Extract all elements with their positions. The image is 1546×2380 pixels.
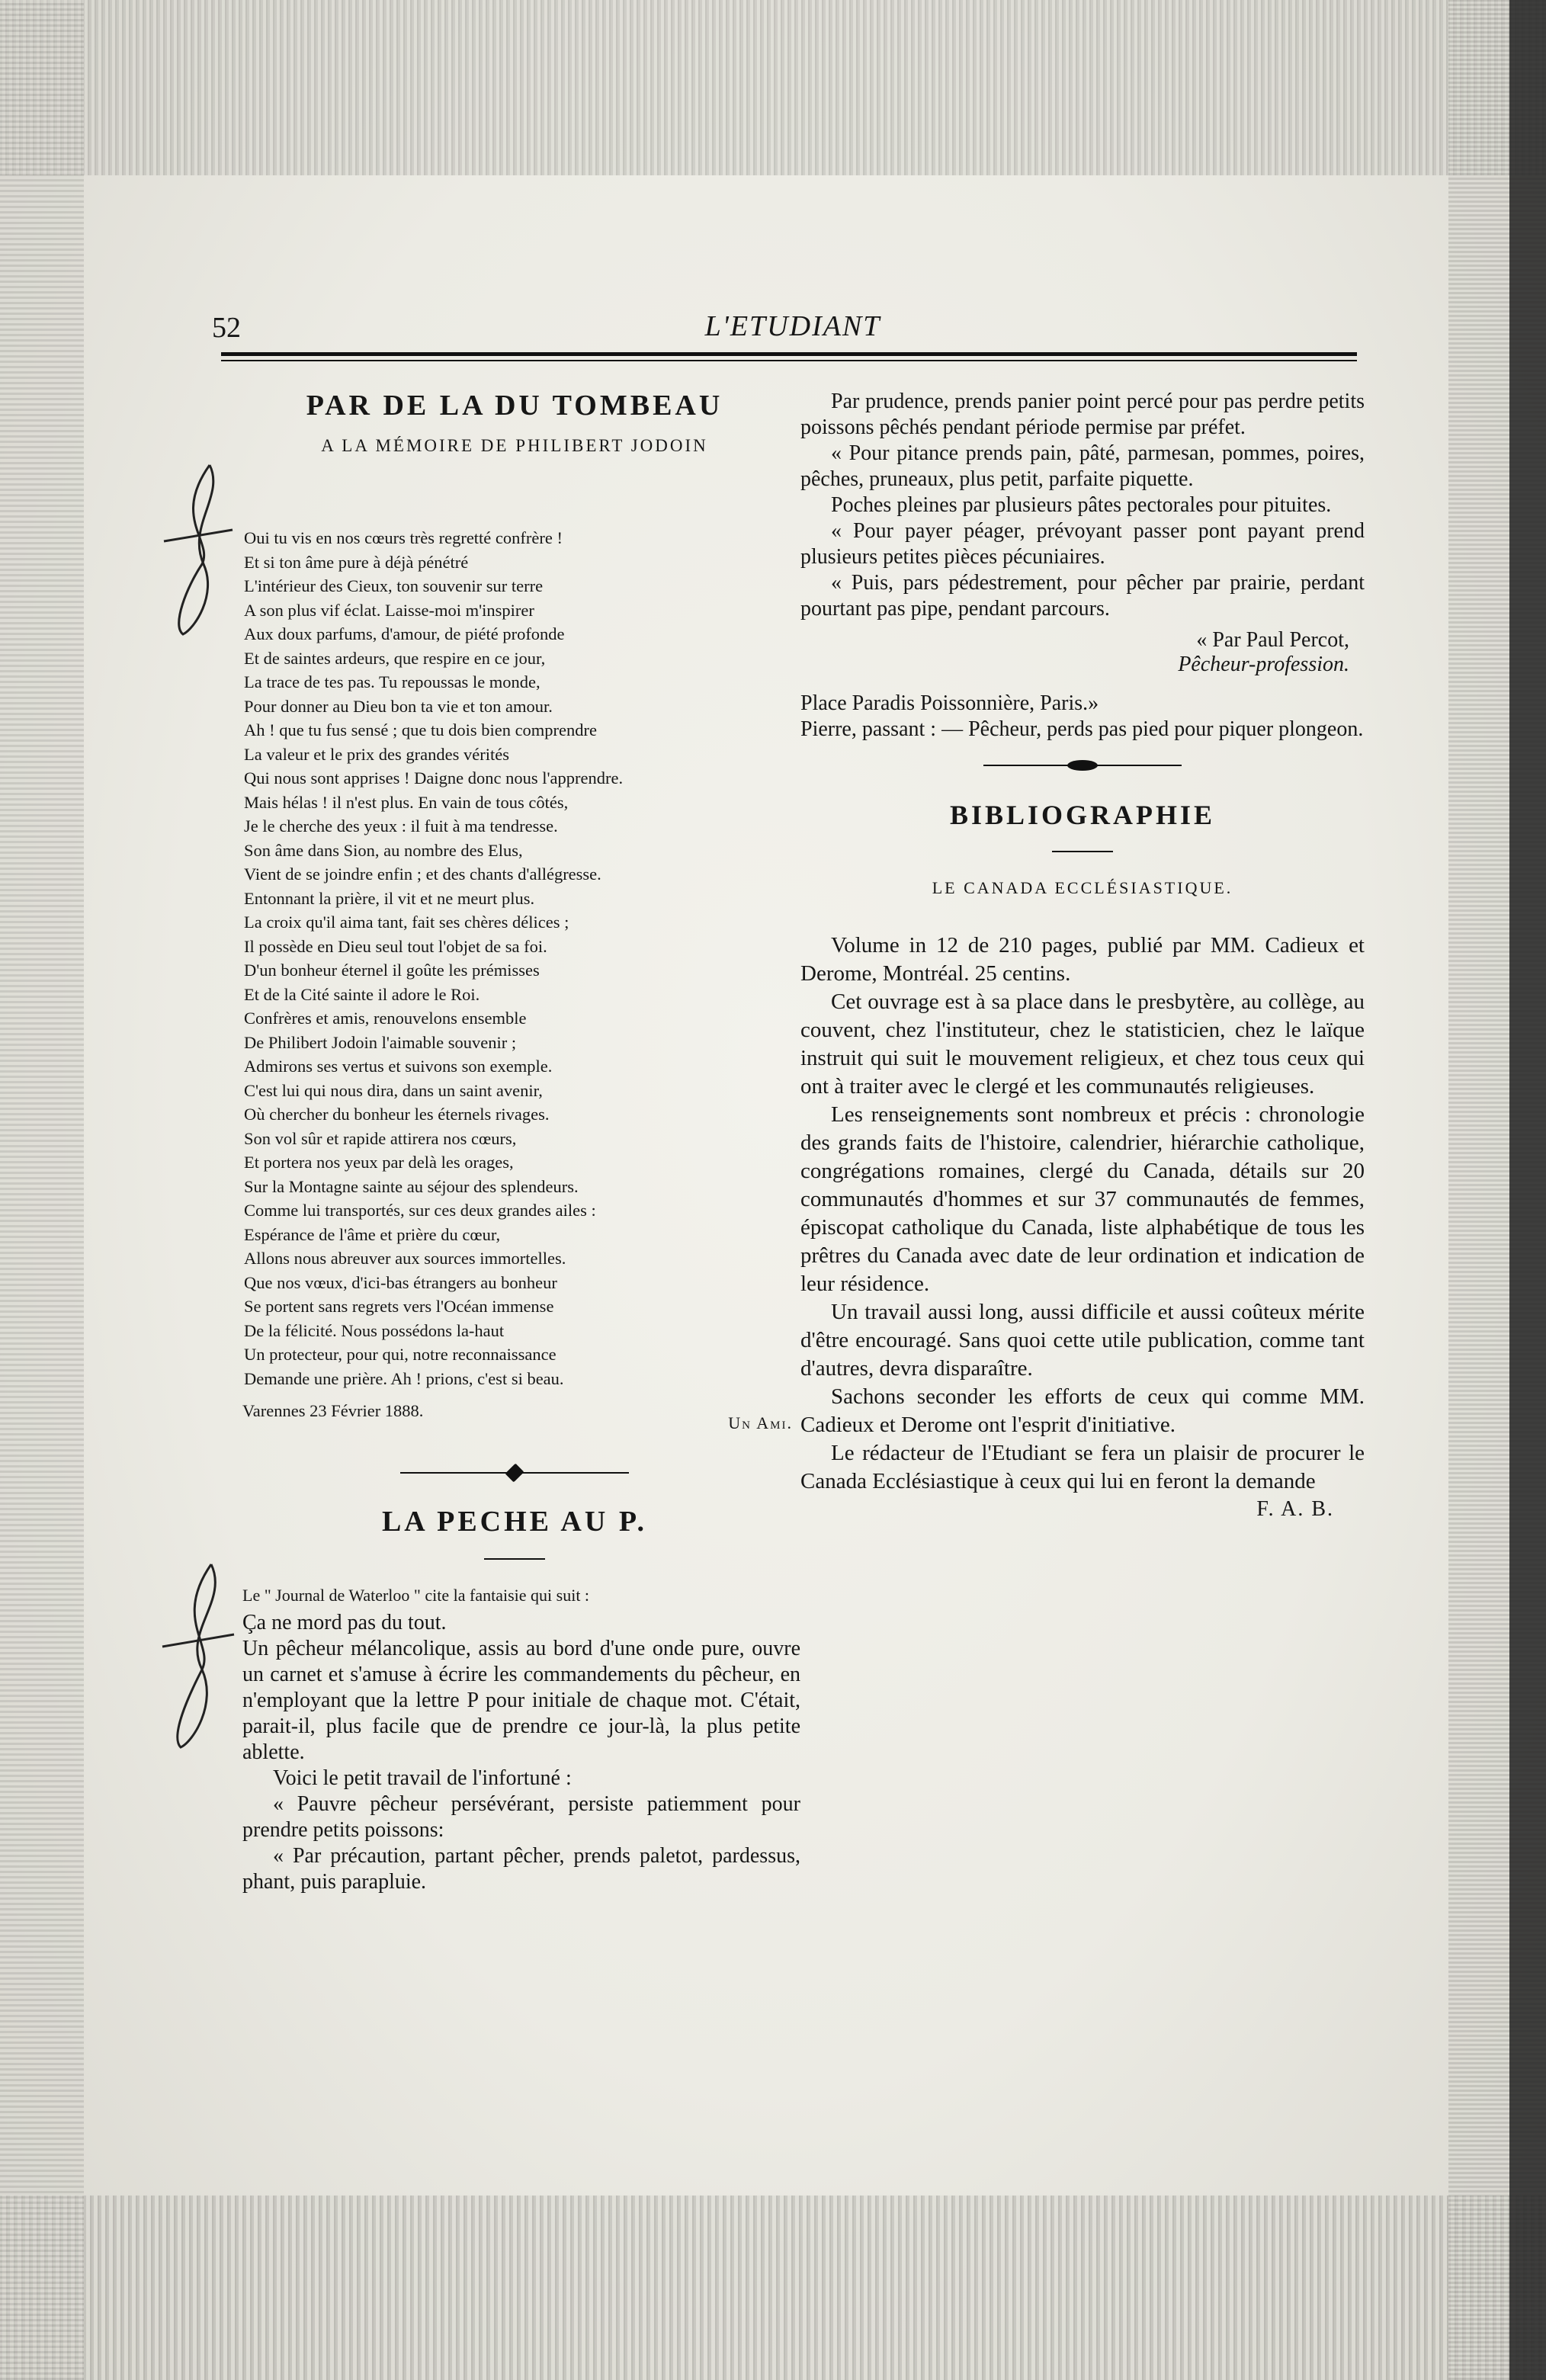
scan-noise-top <box>0 0 1546 175</box>
poem-line: Comme lui transportés, sur ces deux grandes ailes : <box>244 1201 596 1220</box>
scan-binding-edge <box>1509 0 1546 2380</box>
section-ornament-2 <box>983 758 1182 773</box>
bib-paragraph: Cet ouvrage est à sa place dans le presbytère, au collège, au couvent, chez l'instituteur, chez le statisticien, chez le laïque instruit qui suit le mouvement religieux, et chez tous ceux qui ont à traiter avec le clergé et les communautés religieuses. <box>800 990 1365 1099</box>
poem-line: Vient de se joindre enfin ; et des chants d'allégresse. <box>244 864 601 884</box>
poem-line: Que nos vœux, d'ici-bas étrangers au bonheur <box>244 1272 557 1292</box>
poem-line: Il possède en Dieu seul tout l'objet de sa foi. <box>244 936 547 956</box>
poem-line: Qui nous sont apprises ! Daigne donc nous l'apprendre. <box>244 768 624 787</box>
poem-line: L'intérieur des Cieux, ton souvenir sur terre <box>244 576 544 595</box>
poem-line: Et portera nos yeux par delà les orages, <box>244 1153 514 1172</box>
poem-line: De la félicité. Nous possédons la-haut <box>244 1320 505 1340</box>
poem-line: Se portent sans regrets vers l'Océan immense <box>244 1297 554 1316</box>
paragraph: Par prudence, prends panier point percé pour pas perdre petits poissons pêchés pendant période permise par préfet. <box>800 390 1365 439</box>
poem-line: Et de la Cité sainte il adore le Roi. <box>244 984 480 1004</box>
paragraph: Un pêcheur mélancolique, assis au bord d'une onde pure, ouvre un carnet et s'amuse à écrire les commandements du pêcheur, en n'employant que la lettre P pour initiale de chaque mot. C'était, parait-il, plus facile que de prendre ce jour-là, la plus petite ablette. <box>242 1637 800 1764</box>
paragraph: « Pour payer péager, prévoyant passer pont payant prend plusieurs petites pièces pécuniaires. <box>800 519 1365 569</box>
page-number: 52 <box>212 312 241 344</box>
poem-line: Sur la Montagne sainte au séjour des splendeurs. <box>244 1176 579 1196</box>
poem-line: Admirons ses vertus et suivons son exemple. <box>244 1057 553 1076</box>
poem <box>244 526 800 1390</box>
scan-noise-bottom <box>0 2196 1546 2380</box>
paragraph: Voici le petit travail de l'infortuné : <box>273 1766 572 1790</box>
poem-line: Pour donner au Dieu bon ta vie et ton amour. <box>244 696 553 716</box>
header-rule-thin <box>221 360 1357 361</box>
paragraph: Poches pleines par plusieurs pâtes pectorales pour pituites. <box>831 493 1332 517</box>
short-rule-2 <box>1052 851 1113 852</box>
poem-line: A son plus vif éclat. Laisse-moi m'inspirer <box>244 600 534 620</box>
poem-line: Confrères et amis, renouvelons ensemble <box>244 1009 527 1028</box>
byline-role: Pêcheur-profession. <box>1178 653 1349 676</box>
paragraph: « Pour pitance prends pain, pâté, parmesan, pommes, poires, pêches, pruneaux, plus petit, parfaite piquette. <box>800 441 1365 491</box>
paragraph: « Par précaution, partant pêcher, prends paletot, pardessus, phant, puis parapluie. <box>242 1844 800 1894</box>
poem-title: PAR DE LA DU TOMBEAU <box>306 390 723 422</box>
poem-line: Je le cherche des yeux : il fuit à ma tendresse. <box>244 816 558 836</box>
scan-noise-left <box>0 0 84 2380</box>
poem-line: Où chercher du bonheur les éternels rivages. <box>244 1105 550 1124</box>
poem-line: Et de saintes ardeurs, que respire en ce jour, <box>244 648 546 668</box>
left-column <box>229 389 800 1895</box>
poem-line: Espérance de l'âme et prière du cœur, <box>244 1224 501 1244</box>
right-column <box>800 389 1365 1522</box>
byline: « Par Paul Percot, <box>1196 628 1349 652</box>
handwritten-margin-mark <box>156 457 240 640</box>
place-date: Varennes 23 Février 1888. <box>242 1401 424 1420</box>
bib-paragraph: Le rédacteur de l'Etudiant se fera un plaisir de procurer le Canada Ecclésiastique à ceux qui lui en feront la demande <box>800 1441 1365 1493</box>
poem-signature: Un Ami. <box>728 1413 793 1432</box>
poem-line: Oui tu vis en nos cœurs très regretté confrère ! <box>244 528 563 547</box>
poem-dedication: A LA MÉMOIRE DE PHILIBERT JODOIN <box>321 436 708 455</box>
poem-line: De Philibert Jodoin l'aimable souvenir ; <box>244 1032 517 1052</box>
poem-line: Et si ton âme pure à déjà pénétré <box>244 552 469 572</box>
poem-line: La trace de tes pas. Tu repoussas le monde, <box>244 672 540 691</box>
poem-line: Demande une prière. Ah ! prions, c'est si beau. <box>244 1368 564 1388</box>
poem-line: Son âme dans Sion, au nombre des Elus, <box>244 840 523 860</box>
poem-line: La croix qu'il aima tant, fait ses chères délices ; <box>244 913 569 932</box>
bib-paragraph: Volume in 12 de 210 pages, publié par MM. Cadieux et Derome, Montréal. 25 centins. <box>800 933 1365 986</box>
poem-line: Ah ! que tu fus sensé ; que tu dois bien comprendre <box>244 720 598 739</box>
address: Place Paradis Poissonnière, Paris.» <box>800 691 1099 715</box>
poem-line: Aux doux parfums, d'amour, de piété profonde <box>244 624 565 643</box>
paragraph: Ça ne mord pas du tout. <box>242 1611 447 1634</box>
bib-paragraph: Sachons seconder les efforts de ceux qui comme MM. Cadieux et Derome ont l'esprit d'initiative. <box>800 1384 1365 1437</box>
running-title: L'ETUDIANT <box>704 310 881 342</box>
poem-line: C'est lui qui nous dira, dans un saint avenir, <box>244 1080 543 1100</box>
poem-line: D'un bonheur éternel il goûte les prémisses <box>244 961 540 980</box>
bib-subtitle: LE CANADA ECCLÉSIASTIQUE. <box>932 878 1233 897</box>
intro-line: Le " Journal de Waterloo " cite la fantaisie qui suit : <box>242 1586 590 1605</box>
header-rule-thick <box>221 352 1357 356</box>
short-rule <box>484 1558 545 1560</box>
bib-paragraph: Un travail aussi long, aussi difficile et aussi coûteux mérite d'être encouragé. Sans quoi cette utile publication, comme tant d'autres, devra disparaître. <box>800 1300 1365 1381</box>
section-ornament <box>400 1464 629 1482</box>
poem-line: La valeur et le prix des grandes vérités <box>244 744 509 764</box>
section-title-peche: LA PECHE AU P. <box>381 1506 648 1538</box>
bib-paragraph: Les renseignements sont nombreux et précis : chronologie des grands faits de l'histoire, calendrier, hiérarchie catholique, congrégations romaines, clergé du Canada, détails sur 20 communautés d'hommes et sur 37 communautés de femmes, épiscopat catholique du Canada, liste alphabétique de tous les prêtres du Canada avec date de leur ordination et indication de leur résidence. <box>800 1102 1365 1296</box>
bib-initials: F. A. B. <box>1256 1497 1334 1521</box>
poem-line: Allons nous abreuver aux sources immortelles. <box>244 1249 566 1268</box>
paragraph: « Pauvre pêcheur persévérant, persiste patiemment pour prendre petits poissons: <box>242 1792 800 1842</box>
paragraph: « Puis, pars pédestrement, pour pêcher par prairie, perdant pourtant pas pipe, pendant parcours. <box>800 571 1365 621</box>
section-title-bibliographie: BIBLIOGRAPHIE <box>949 800 1216 830</box>
poem-line: Entonnant la prière, il vit et ne meurt plus. <box>244 888 535 908</box>
poem-line: Un protecteur, pour qui, notre reconnaissance <box>244 1345 556 1364</box>
poem-line: Son vol sûr et rapide attirera nos cœurs, <box>244 1128 517 1148</box>
handwritten-margin-mark-2 <box>156 1555 240 1753</box>
poem-line: Mais hélas ! il n'est plus. En vain de tous côtés, <box>244 792 569 812</box>
pierre-line: Pierre, passant : — Pêcheur, perds pas pied pour piquer plongeon. <box>800 717 1364 741</box>
